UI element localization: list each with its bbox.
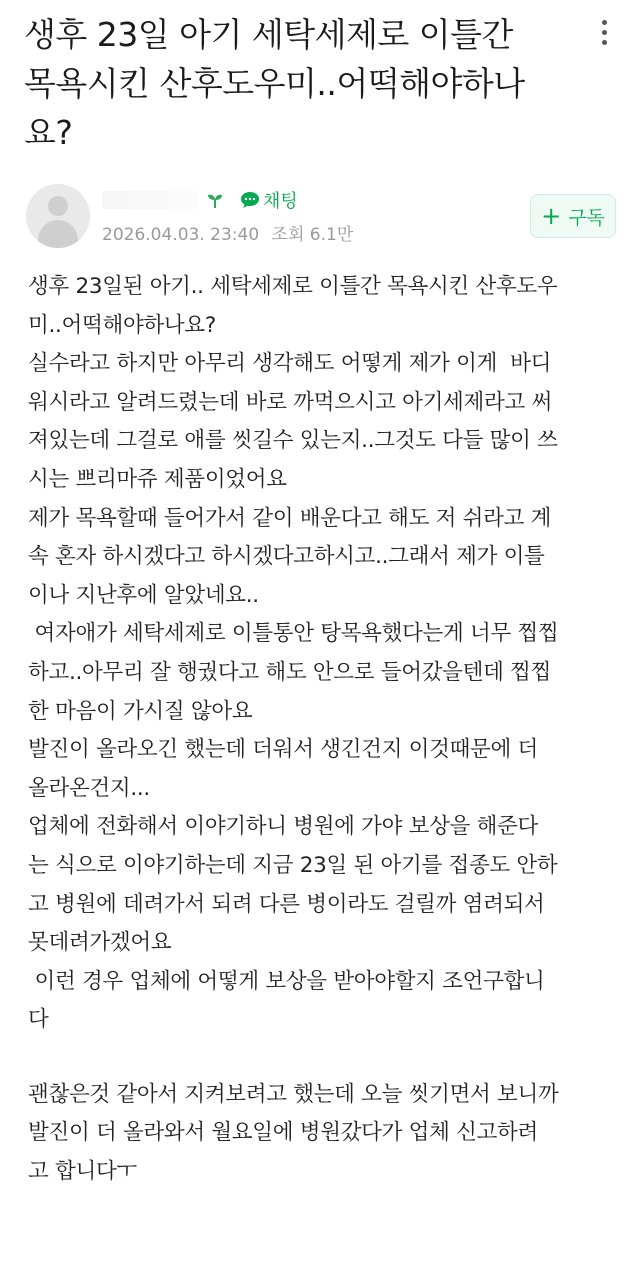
author-name-row: [102, 186, 298, 214]
body-line: 이나 지난후에 알았네요..: [28, 582, 259, 608]
sprout-icon: [206, 191, 224, 209]
body-line: 업체에 전화해서 이야기하니 병원에 가야 보상을 해준다: [28, 814, 538, 840]
body-line: 생후 23일된 아기.. 세탁세제로 이틀간 목욕시킨 산후도우: [28, 274, 558, 299]
body-line: 제가 목욕할때 들어가서 같이 배운다고 해도 저 쉬라고 계: [28, 505, 552, 531]
subscribe-button[interactable]: [530, 194, 616, 238]
post-title-line: 목욕시킨 산후도우미..어떡해야하나: [24, 64, 525, 103]
body-line: 여자애가 세탁세제로 이틀통안 탕목욕했다는게 너무 찝찝: [28, 621, 559, 647]
chat-bubble-icon: [240, 191, 260, 209]
more-vertical-icon: [602, 40, 607, 45]
body-line: 발진이 더 올라와서 월요일에 병원갔다가 업체 신고하려: [28, 1120, 538, 1146]
body-line: 다: [28, 1007, 49, 1033]
more-vertical-icon: [602, 30, 607, 35]
body-line: [28, 1040, 608, 1076]
body-line: 시는 쁘리마쥬 제품이었어요: [28, 466, 287, 492]
body-line: 고 합니다ㅜ: [28, 1159, 137, 1185]
post-title-line: 요?: [24, 113, 73, 152]
body-line: 워시라고 알려드렸는데 바로 까먹으시고 아기세제라고 써: [28, 389, 552, 415]
body-line: 속 혼자 하시겠다고 하시겠다고하시고..그래서 제가 이틀: [28, 544, 545, 570]
body-line: 올라온건지...: [28, 775, 150, 801]
body-line: 한 마음이 가시질 않아요: [28, 698, 253, 724]
body-line: 져있는데 그걸로 애를 씻길수 있는지..그것도 다들 많이 쓰: [28, 428, 558, 454]
subscribe-label: 구독: [568, 206, 605, 229]
body-line: 하고..아무리 잘 행궜다고 해도 안으로 들어갔을텐데 찝찝: [28, 659, 552, 685]
post-date: 2026.04.03. 23:40: [102, 225, 260, 245]
avatar[interactable]: [26, 184, 90, 248]
author-info: [26, 184, 616, 250]
body-line: 고 병원에 데려가서 되려 다른 병이라도 걸릴까 염려되서: [28, 891, 545, 917]
chat-label: 채팅: [263, 191, 298, 212]
view-count: 조회 6.1만: [271, 225, 354, 245]
body-line: 괜찮은것 같아서 지켜보려고 했는데 오늘 씻기면서 보니까: [28, 1081, 559, 1107]
body-line: 발진이 올라오긴 했는데 더워서 생긴건지 이것때문에 더: [28, 737, 538, 763]
avatar-body-shape: [38, 220, 78, 248]
body-line: 이런 경우 업체에 어떻게 보상을 받아야할지 조언구합니: [28, 968, 545, 994]
body-line: 실수라고 하지만 아무리 생각해도 어떻게 제가 이게 바디: [28, 351, 552, 377]
body-line: 미..어떡해야하나요?: [28, 312, 216, 338]
post-title: [24, 10, 584, 157]
post-meta: [102, 220, 360, 245]
more-options-button[interactable]: [592, 14, 616, 50]
chat-button[interactable]: [240, 187, 298, 213]
body-line: 못데려가겠어요: [28, 930, 172, 956]
plus-icon: +: [541, 202, 562, 230]
author-nickname[interactable]: [102, 191, 198, 209]
avatar-head-shape: [48, 196, 68, 216]
more-vertical-icon: [602, 20, 607, 25]
post-title-line: 생후 23일 아기 세탁세제로 이틀간: [24, 15, 513, 54]
body-line: 는 식으로 이야기하는데 지금 23일 된 아기를 접종도 안하: [28, 852, 558, 878]
post-body: [28, 268, 608, 1192]
